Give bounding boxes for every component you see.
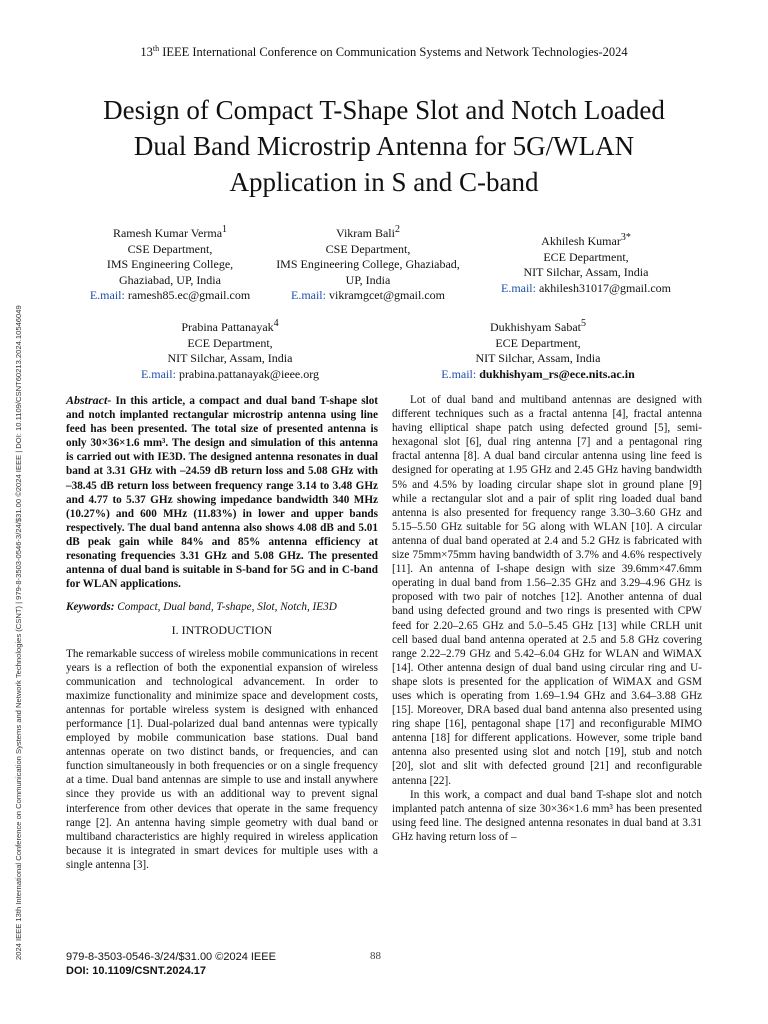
author-name: Dukhishyam Sabat <box>490 320 581 334</box>
page-footer <box>66 950 276 978</box>
author-name: Vikram Bali <box>336 226 395 240</box>
author-affiliation: ECE Department, <box>187 335 273 350</box>
author-sup: 2 <box>394 224 400 235</box>
author-2 <box>268 222 468 304</box>
email-label: E.mail: <box>89 288 125 302</box>
left-column <box>66 393 378 872</box>
email-label: E.mail: <box>140 366 176 381</box>
section-heading: I. INTRODUCTION <box>171 623 273 638</box>
page-number: 88 <box>370 950 381 962</box>
email-label: E.mail: <box>500 280 536 295</box>
author-affiliation: Ghaziabad, UP, India <box>119 272 221 287</box>
keywords <box>66 600 378 614</box>
paper-title: Design of Compact T-Shape Slot and Notch Loaded Dual Band Microstrip Antenna for 5G/WLAN Application in S and C-band <box>103 95 665 197</box>
author-sup: 5 <box>581 318 586 329</box>
author-affiliation: IMS Engineering College, Ghaziabad, <box>276 257 460 271</box>
sidebar-citation <box>4 140 23 960</box>
author-name: Ramesh Kumar Verma <box>112 226 223 240</box>
keywords-text: Compact, Dual band, T-shape, Slot, Notch, IE3D <box>117 601 337 614</box>
author-sup: 4 <box>273 318 279 329</box>
author-1 <box>70 222 270 304</box>
conference-ordinal-suffix: th <box>152 44 160 53</box>
abstract-label: Abstract- <box>66 393 112 407</box>
author-4 <box>130 316 330 382</box>
author-affiliation: ECE Department, <box>495 335 581 350</box>
author-email[interactable]: dukhishyam_rs@ece.nits.ac.in <box>479 366 635 381</box>
author-5 <box>438 316 638 382</box>
keywords-label: Keywords: <box>66 601 115 614</box>
author-3 <box>486 230 686 296</box>
abstract <box>66 393 378 591</box>
author-email[interactable]: prabina.pattanayak@ieee.org <box>178 366 320 381</box>
author-name: Prabina Pattanayak <box>181 320 274 334</box>
author-affiliation: UP, India <box>345 272 391 287</box>
sidebar-text: 2024 IEEE 13th International Conference on Communication Systems and Network Technologies (CSNT) | 979-8-3503-0546-3/24/$31.00 ©2024 IEEE | DOI: 10.1109/CSNT60213.2024.10546049 <box>14 305 23 960</box>
footer-doi: DOI: 10.1109/CSNT.2024.17 <box>66 965 207 977</box>
author-name: Akhilesh Kumar <box>541 234 621 248</box>
email-label: E.mail: <box>441 366 477 381</box>
right-column <box>392 393 702 844</box>
author-affiliation: NIT Silchar, Assam, India <box>523 265 649 279</box>
body-paragraph: In this work, a compact and dual band T-shape slot and notch implanted patch antenna of size 30×36×1.6 mm³ has been presented using feed line. The designed antenna resonates in dual band at 3.31 GHz having return loss of – <box>392 788 702 843</box>
author-sup: 1 <box>222 224 228 235</box>
conference-name: IEEE International Conference on Communication Systems and Network Technologies-2024 <box>159 45 628 60</box>
conference-ordinal: 13 <box>140 45 153 60</box>
author-affiliation: IMS Engineering College, <box>106 257 234 271</box>
author-affiliation: CSE Department, <box>127 241 213 256</box>
email-label: E.mail: <box>290 288 326 302</box>
author-affiliation: NIT Silchar, Assam, India <box>167 351 293 365</box>
intro-paragraph: The remarkable success of wireless mobile communications in recent years is a reflection of both the exponential expansion of wireless communication and technological advancement. In order to maximize functionality and minimize space and development costs, antennas for portable wireless system is designed with enhanced performance [1]. Dual-polarized dual band antennas were typically employed by mobile communication base stations. Dual band antennas operate on two distinct bands, or frequencies, and can function simultaneously in both frequencies or on a single frequency at a time. Dual band antennas are simple to use and install anywhere since they provide us with an additional way to prevent signal interference from other devices that operate in the same frequency range [2]. An antenna having simple geometry with dual band or multiband characteristics are highly required in wireless application because it is integrated in smart devices for multiple uses with a single antenna [3]. <box>66 647 378 871</box>
author-affiliation: NIT Silchar, Assam, India <box>475 351 601 365</box>
body-paragraph: Lot of dual band and multiband antennas are designed with different techniques such as a fractal antenna [4], fractal antenna having elliptical shape patch using defected ground [5], semi-hexagonal slot [6], dual ring antenna [7] and a pentagonal ring fractal antenna [8]. A dual band circular antenna using line feed is designed for operating at 1.95 GHz and 2.45 GHz having bandwidth 5% and 4.5% by loading circular shape slot in ground plane [9] while a rectangular slot and a pair of split ring loaded dual band antenna is also presented for frequency range 3.30–3.60 GHz and 5.15–5.50 GHz suitable for 5G along with WLAN [10]. A circular antenna of dual band operated at 2.4 and 5.2 GHz is fabricated with size 75mm×75mm having bandwidth of 3.7% and 4.6% respectively [11]. An antenna of I-shape design with size 39.6mm×47.6mm operating in dual band from 1.56–2.35 GHz and 3.29–4.96 GHz is proposed with two pair of notches [12]. Another antenna of dual band using defected ground and two rings is presented with CPW feed for 2.20–2.65 GHz and 5.0–5.45 GHz [13] while CRLH unit cell based dual band antenna operated at 2.5 and 5.8 GHz covering range 2.22–2.79 GHz and 5.42–6.04 GHz for WLAN and WiMAX [14]. Other antenna design of dual band using circular ring and U-shape slots is presented for the application of WiMAX and GSM uses which is operating from 1.69–1.94 GHz and 3.64–3.88 GHz [15]. Moreover, DRA based dual band antenna also presented using ring shape [16], pentagonal shape [17] and reconfigurable MIMO antenna [18] for different applications. However, some triple band antenna also presented using slot and notch [19], stub and notch [20], slot and slit with defected ground [21] and reconfigurable antenna [22]. <box>392 394 702 787</box>
author-email[interactable]: ramesh85.ec@gmail.com <box>127 288 251 302</box>
author-email[interactable]: vikramgcet@gmail.com <box>328 288 445 302</box>
author-email[interactable]: akhilesh31017@gmail.com <box>538 280 672 295</box>
abstract-text: In this article, a compact and dual band T-shape slot and notch implanted rectangular microstrip antenna using line feed has been presented. The total size of presented antenna is only 30×36×1.6 mm³. The design and simulation of this antenna is carried out with IE3D. The designed antenna resonates in dual band at 3.31 GHz with –24.59 dB return loss and 5.08 GHz with –38.45 dB return loss between frequency range 3.14 to 3.48 GHz and 4.77 to 5.37 GHz showing impedance bandwidth 340 MHz (10.27%) and 600 MHz (11.83%) in lower and upper bands respectively. The dual band antenna also shows 4.08 dB and 5.01 dB peak gain while 84% and 85% antenna efficiency at resonating frequencies 3.31 GHz and 5.08 GHz. The presented antenna of dual band is suitable in S-band for 5G and in C-band for WLAN applications. <box>66 395 379 591</box>
footer-isbn: 979-8-3503-0546-3/24/$31.00 ©2024 IEEE <box>66 951 276 963</box>
conference-header <box>0 44 768 60</box>
author-affiliation: ECE Department, <box>543 249 629 264</box>
author-sup: 3* <box>620 232 631 243</box>
author-affiliation: CSE Department, <box>325 241 411 256</box>
